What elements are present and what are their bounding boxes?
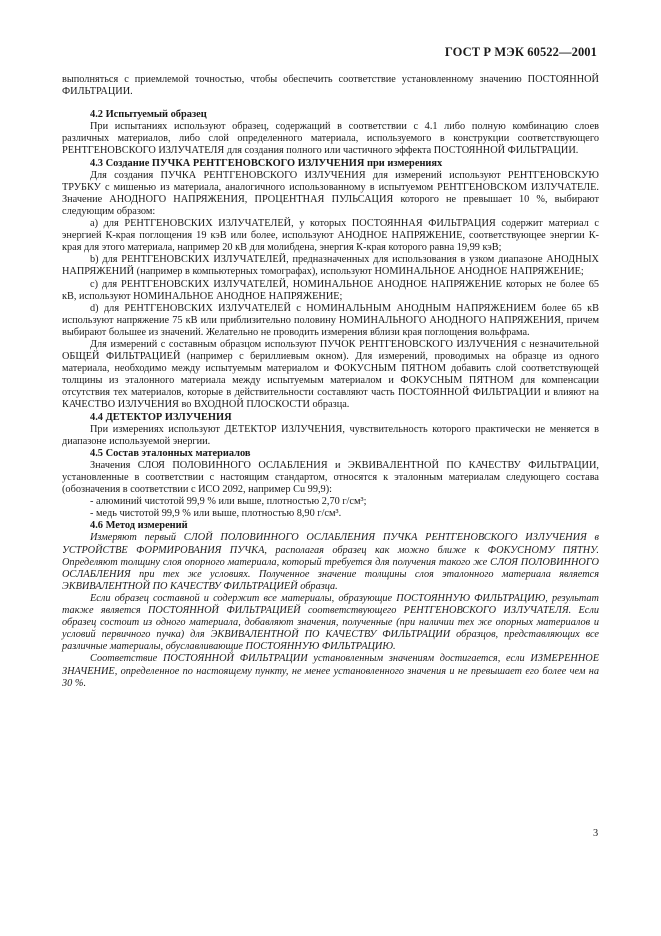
page-number: 3	[593, 828, 599, 839]
section-4-3-item-b: b) для РЕНТГЕНОВСКИХ ИЗЛУЧАТЕЛЕЙ, предназначенных для использования в узком диапазоне АНОДНЫХ НАПРЯЖЕНИЙ (например в компьютерных томографах), используют НОМИНАЛЬНОЕ АНОДНОЕ НАПРЯЖЕНИЕ;	[62, 254, 599, 278]
section-4-5-paragraph: Значения СЛОЯ ПОЛОВИННОГО ОСЛАБЛЕНИЯ и ЭКВИВАЛЕНТНОЙ ПО КАЧЕСТВУ ФИЛЬТРАЦИИ, установленные в соответствии с настоящим стандартом, относятся к эталонным материалам следующего состава (обозначения в соответствии с ИСО 2092, например Cu 99,9):	[62, 459, 599, 496]
document-body	[62, 74, 599, 690]
section-4-4-paragraph: При измерениях используют ДЕТЕКТОР ИЗЛУЧЕНИЯ, чувствительность которого практически не меняется в диапазоне используемой энергии.	[62, 423, 599, 447]
section-4-3-paragraph-2: Для измерений с составным образцом используют ПУЧОК РЕНТГЕНОВСКОГО ИЗЛУЧЕНИЯ с незначительной ОБЩЕЙ ФИЛЬТРАЦИЕЙ (например с бериллиевым окном). Для измерений, проводимых на образце из одного материала, необходимо между испытуемым материалом и ФОКУСНЫМ ПЯТНОМ добавить слой соответствующей толщины из эталонного материала между испытуемым материалом и ФОКУСНЫМ ПЯТНОМ для компенсации отсутствия тех материалов, которые в действительности составляют часть ПОСТОЯННОЙ ФИЛЬТРАЦИИ и влияют на КАЧЕСТВО ИЗЛУЧЕНИЯ во ВХОДНОЙ ПЛОСКОСТИ образца.	[62, 338, 599, 411]
section-4-5-item-copper: - медь чистотой 99,9 % или выше, плотностью 8,90 г/см³.	[90, 508, 342, 520]
section-4-6-paragraph-1: Измеряют первый СЛОЙ ПОЛОВИННОГО ОСЛАБЛЕНИЯ ПУЧКА РЕНТГЕНОВСКОГО ИЗЛУЧЕНИЯ в УСТРОЙСТВЕ ФОРМИРОВАНИЯ ПУЧКА, располагая образец как можно ближе к ФОКУСНОМУ ПЯТНУ. Определяют толщину слоя опорного материала, который требуется для получения такого же СЛОЯ ПОЛОВИННОГО ОСЛАБЛЕНИЯ при тех же условиях. Полученное значение толщины слоя эталонного материала является ЭКВИВАЛЕНТНОЙ ПО КАЧЕСТВУ ФИЛЬТРАЦИЕЙ образца.	[62, 532, 599, 592]
section-4-4-heading: 4.4 ДЕТЕКТОР ИЗЛУЧЕНИЯ	[90, 411, 232, 423]
section-4-3-item-d: d) для РЕНТГЕНОВСКИХ ИЗЛУЧАТЕЛЕЙ с НОМИНАЛЬНЫМ АНОДНЫМ НАПРЯЖЕНИЕМ более 65 кВ используют напряжение 75 кВ или приблизительно половину НОМИНАЛЬНОГО АНОДНОГО НАПРЯЖЕНИЯ, причем выбирают большее из значений. Желательно не проводить измерения вблизи края поглощения вольфрама.	[62, 302, 599, 338]
section-4-5-heading: 4.5 Состав эталонных материалов	[90, 447, 251, 459]
section-4-3-paragraph: Для создания ПУЧКА РЕНТГЕНОВСКОГО ИЗЛУЧЕНИЯ для измерений используют РЕНТГЕНОВСКУЮ ТРУБКУ с мишенью из материала, аналогичного использованному в испытуемом РЕНТГЕНОВСКОМ ИЗЛУЧАТЕЛЕ. Значение АНОДНОГО НАПРЯЖЕНИЯ, ПРОЦЕНТНАЯ ПУЛЬСАЦИЯ которого не превышает 10 %, выбирают следующим образом:	[62, 169, 599, 217]
section-4-5-item-aluminium: - алюминий чистотой 99,9 % или выше, плотностью 2,70 г/см³;	[90, 496, 367, 508]
intro-continuation: выполняться с приемлемой точностью, чтобы обеспечить соответствие установленному значению ПОСТОЯННОЙ ФИЛЬТРАЦИИ.	[62, 74, 599, 98]
section-4-2-paragraph: При испытаниях используют образец, содержащий в соответствии с 4.1 либо полную комбинацию слоев различных материалов, либо слой определенного материала, используемого в конструкции соответствующего РЕНТГЕНОВСКОГО ИЗЛУЧАТЕЛЯ для создания полного или частичного эффекта ПОСТОЯННОЙ ФИЛЬТРАЦИИ.	[62, 121, 599, 157]
section-4-2-heading: 4.2 Испытуемый образец	[90, 109, 207, 121]
section-4-6-paragraph-2: Если образец составной и содержит все материалы, образующие ПОСТОЯННУЮ ФИЛЬТРАЦИЮ, результат также является ПОСТОЯННОЙ ФИЛЬТРАЦИЕЙ соответствующего РЕНТГЕНОВСКОГО ИЗЛУЧАТЕЛЯ. Если образец состоит из одного материала, добавляют значения, полученные (при наличии тех же опорных материалов и условий первичного пучка) для ЭКВИВАЛЕНТНОЙ ПО КАЧЕСТВУ ФИЛЬТРАЦИИ образцов, представляющих все различные материалы, обуславливающие ПОСТОЯННУЮ ФИЛЬТРАЦИЮ.	[62, 592, 599, 653]
section-4-6-body	[62, 532, 599, 689]
section-4-3-item-a: а) для РЕНТГЕНОВСКИХ ИЗЛУЧАТЕЛЕЙ, у которых ПОСТОЯННАЯ ФИЛЬТРАЦИЯ содержит материал с энергией К-края поглощения 19 кэВ или более, используют АНОДНОЕ НАПРЯЖЕНИЕ, соответствующее энергии К-края для этого материала, например 20 кВ для молибдена, энергия К-края которого равна 19,99 кэВ;	[62, 218, 599, 254]
section-4-6-heading: 4.6 Метод измерений	[90, 520, 188, 532]
section-4-6-paragraph-3: Соответствие ПОСТОЯННОЙ ФИЛЬТРАЦИИ установленным значениям достигается, если ИЗМЕРЕННОЕ ЗНАЧЕНИЕ, определенное по настоящему пункту, не менее установленного значения и не превышает его более чем на 30 %.	[62, 653, 599, 689]
section-4-3-heading: 4.3 Создание ПУЧКА РЕНТГЕНОВСКОГО ИЗЛУЧЕНИЯ при измерениях	[90, 157, 443, 169]
section-4-3-item-c: с) для РЕНТГЕНОВСКИХ ИЗЛУЧАТЕЛЕЙ, НОМИНАЛЬНОЕ АНОДНОЕ НАПРЯЖЕНИЕ которых не более 65 кВ, используют НОМИНАЛЬНОЕ АНОДНОЕ НАПРЯЖЕНИЕ;	[62, 278, 599, 302]
document-header: ГОСТ Р МЭК 60522—2001	[444, 45, 597, 59]
